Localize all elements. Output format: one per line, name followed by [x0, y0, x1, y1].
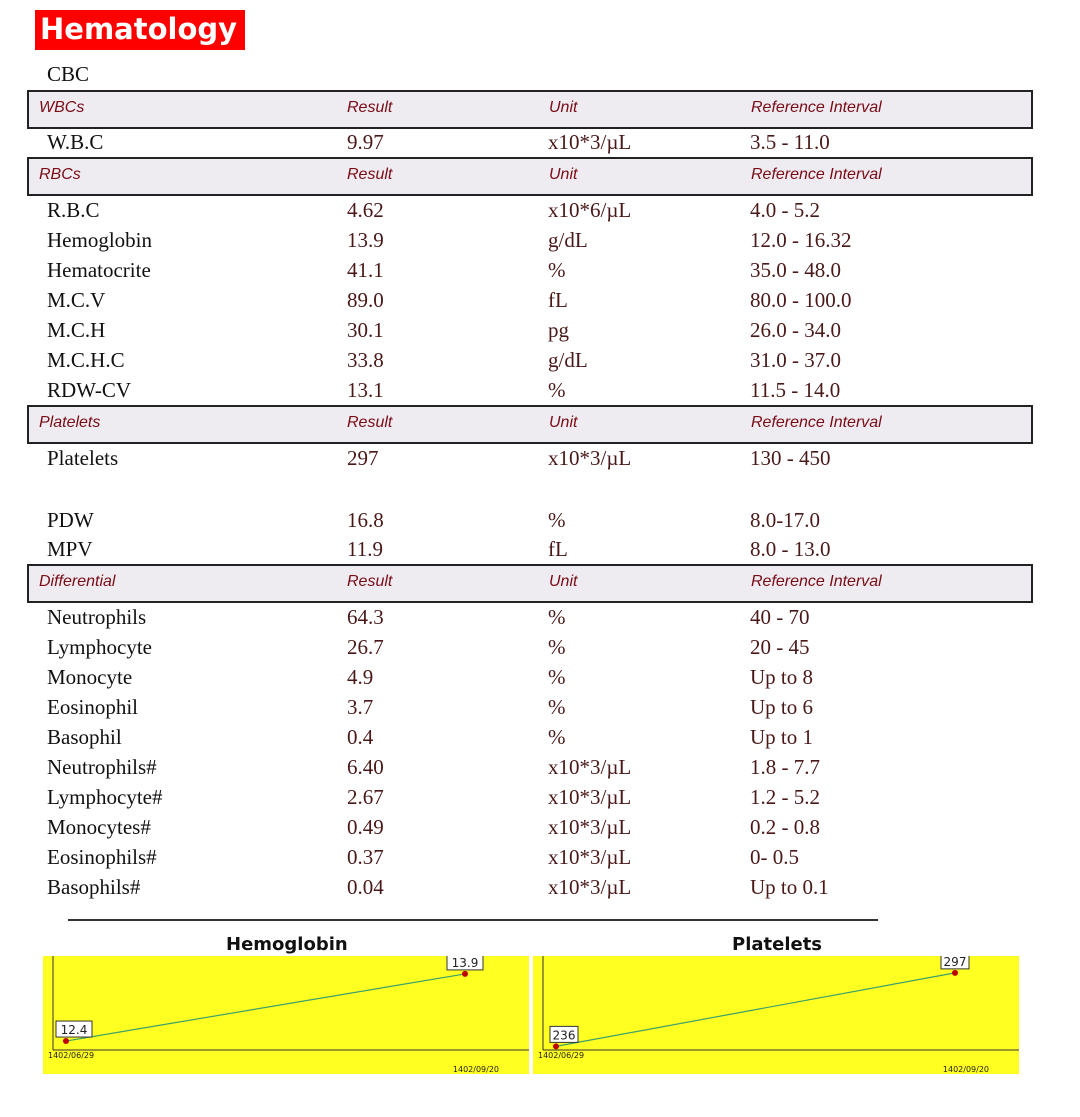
table-row [0, 755, 1080, 785]
row-unit: % [548, 508, 566, 532]
row-name: Monocyte [47, 665, 133, 689]
row-reference: 1.2 - 5.2 [750, 785, 820, 809]
row-unit: x10*3/µL [548, 755, 632, 779]
row-reference: 35.0 - 48.0 [750, 258, 841, 282]
section-header-wbc [27, 90, 1033, 129]
column-result: Result [347, 414, 393, 431]
row-result: 11.9 [347, 537, 383, 561]
x-tick-label: 1402/06/29 [538, 1051, 585, 1060]
row-result: 0.04 [347, 875, 384, 899]
row-name: Monocytes# [47, 815, 151, 839]
row-result: 89.0 [347, 288, 384, 312]
row-result: 0.49 [347, 815, 384, 839]
data-point [553, 1043, 559, 1049]
chart-title-hemoglobin: Hemoglobin [226, 934, 348, 955]
x-tick-label: 1402/09/20 [942, 1065, 989, 1074]
row-name: M.C.H.C [47, 348, 125, 372]
row-unit: pg [548, 318, 569, 342]
row-unit: % [548, 695, 566, 719]
row-name: Eosinophils# [47, 845, 157, 869]
row-name: Eosinophil [47, 695, 139, 719]
platelets-chart [533, 956, 1019, 1074]
row-reference: 0.2 - 0.8 [750, 815, 820, 839]
row-unit: x10*3/µL [548, 785, 632, 809]
row-unit: % [548, 665, 566, 689]
table-row [0, 725, 1080, 755]
row-result: 16.8 [347, 508, 384, 532]
table-row [0, 695, 1080, 725]
row-name: Basophils# [47, 875, 141, 899]
row-result: 4.62 [347, 198, 384, 222]
hemoglobin-chart [43, 956, 529, 1074]
table-row [0, 228, 1080, 258]
data-point [63, 1038, 69, 1044]
section-label: Platelets [39, 414, 101, 431]
row-name: Lymphocyte [47, 635, 152, 659]
row-result: 0.4 [347, 725, 374, 749]
row-reference: 1.8 - 7.7 [750, 755, 820, 779]
row-unit: % [548, 258, 566, 282]
table-row [0, 446, 1080, 476]
row-name: MPV [47, 537, 93, 561]
row-reference: 31.0 - 37.0 [750, 348, 841, 372]
row-name: RDW-CV [47, 378, 131, 402]
row-reference: 3.5 - 11.0 [750, 130, 830, 154]
row-result: 64.3 [347, 605, 384, 629]
column-reference: Reference Interval [751, 573, 882, 590]
page-title: Hematology - [40, 12, 260, 46]
chart-background [43, 956, 529, 1074]
row-unit: x10*3/µL [548, 875, 632, 899]
column-reference: Reference Interval [751, 166, 882, 183]
row-result: 33.8 [347, 348, 384, 372]
row-name: M.C.V [47, 288, 106, 312]
x-tick-label: 1402/06/29 [48, 1051, 95, 1060]
data-point [952, 970, 958, 976]
table-row [0, 378, 1080, 408]
table-row [0, 508, 1080, 538]
row-unit: g/dL [548, 348, 588, 372]
chart-background [533, 956, 1019, 1074]
row-unit: g/dL [548, 228, 588, 252]
row-result: 30.1 [347, 318, 384, 342]
row-unit: x10*3/µL [548, 815, 632, 839]
row-unit: fL [548, 288, 568, 312]
section-header-platelets [27, 405, 1033, 444]
table-row [0, 635, 1080, 665]
column-unit: Unit [549, 414, 578, 431]
row-reference: 8.0-17.0 [750, 508, 820, 532]
row-result: 2.67 [347, 785, 384, 809]
row-reference: Up to 1 [750, 725, 813, 749]
row-unit: x10*6/µL [548, 198, 632, 222]
column-result: Result [347, 573, 393, 590]
data-label: 12.4 [60, 1023, 88, 1038]
row-result: 13.9 [347, 228, 384, 252]
row-unit: x10*3/µL [548, 845, 632, 869]
column-result: Result [347, 166, 393, 183]
x-tick-label: 1402/09/20 [452, 1065, 499, 1074]
row-name: Neutrophils [47, 605, 147, 629]
row-reference: Up to 0.1 [750, 875, 829, 899]
row-name: M.C.H [47, 318, 106, 342]
section-label: Differential [39, 573, 116, 590]
row-reference: Up to 8 [750, 665, 813, 689]
data-point [462, 971, 468, 977]
row-unit: x10*3/µL [548, 446, 632, 470]
row-reference: 26.0 - 34.0 [750, 318, 841, 342]
row-reference: 20 - 45 [750, 635, 810, 659]
table-row [0, 605, 1080, 635]
row-name: Lymphocyte# [47, 785, 163, 809]
table-row [0, 348, 1080, 378]
row-reference: 4.0 - 5.2 [750, 198, 820, 222]
row-name: Platelets [47, 446, 119, 470]
data-label: 236 [552, 1028, 576, 1043]
row-result: 41.1 [347, 258, 384, 282]
row-result: 6.40 [347, 755, 384, 779]
row-result: 13.1 [347, 378, 384, 402]
section-label: RBCs [39, 166, 81, 183]
row-unit: % [548, 725, 566, 749]
row-name: PDW [47, 508, 94, 532]
table-row [0, 288, 1080, 318]
table-row [0, 845, 1080, 875]
table-row [0, 875, 1080, 905]
table-row [0, 258, 1080, 288]
page-subtitle: CBC [47, 62, 90, 86]
row-unit: x10*3/µL [548, 130, 632, 154]
row-result: 0.37 [347, 845, 384, 869]
column-reference: Reference Interval [751, 414, 882, 431]
column-unit: Unit [549, 166, 578, 183]
row-unit: % [548, 635, 566, 659]
page-title-banner [35, 10, 260, 50]
row-name: Hematocrite [47, 258, 151, 282]
table-row [0, 785, 1080, 815]
section-label: WBCs [39, 99, 85, 116]
row-result: 4.9 [347, 665, 374, 689]
row-name: R.B.C [47, 198, 100, 222]
row-reference: 0- 0.5 [750, 845, 799, 869]
chart-title-platelets: Platelets [732, 934, 823, 955]
row-reference: 80.0 - 100.0 [750, 288, 852, 312]
column-unit: Unit [549, 99, 578, 116]
column-unit: Unit [549, 573, 578, 590]
row-reference: 8.0 - 13.0 [750, 537, 831, 561]
row-unit: % [548, 605, 566, 629]
row-result: 297 [347, 446, 379, 470]
table-row [0, 665, 1080, 695]
row-result: 3.7 [347, 695, 374, 719]
data-label: 13.9 [451, 956, 479, 970]
column-result: Result [347, 99, 393, 116]
table-row [0, 537, 1080, 567]
row-name: Basophil [47, 725, 122, 749]
row-reference: 11.5 - 14.0 [750, 378, 841, 402]
row-reference: 130 - 450 [750, 446, 831, 470]
table-row [0, 318, 1080, 348]
row-reference: 40 - 70 [750, 605, 810, 629]
section-header-rbc [27, 157, 1033, 196]
table-row [0, 815, 1080, 845]
row-result: 9.97 [347, 130, 384, 154]
data-label: 297 [943, 956, 967, 969]
row-result: 26.7 [347, 635, 384, 659]
row-unit: % [548, 378, 566, 402]
row-name: Neutrophils# [47, 755, 157, 779]
section-header-differential [27, 564, 1033, 603]
row-name: Hemoglobin [47, 228, 152, 252]
row-reference: 12.0 - 16.32 [750, 228, 852, 252]
table-row [0, 198, 1080, 228]
row-reference: Up to 6 [750, 695, 813, 719]
row-unit: fL [548, 537, 568, 561]
column-reference: Reference Interval [751, 99, 882, 116]
divider [68, 919, 878, 921]
table-row [0, 130, 1080, 160]
row-name: W.B.C [47, 130, 104, 154]
